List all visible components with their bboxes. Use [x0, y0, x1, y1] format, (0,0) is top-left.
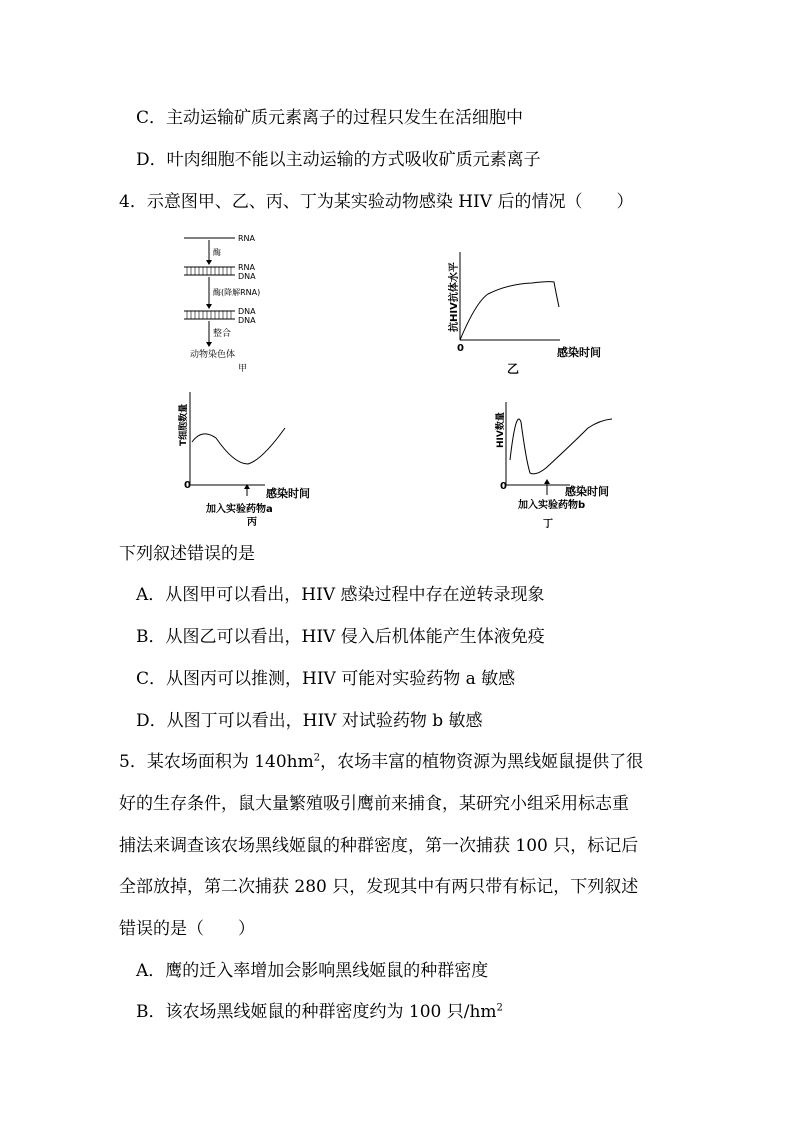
fig-ding-ylabel: HIV数量	[496, 412, 506, 448]
fig-ding-xlabel: 感染时间	[565, 485, 609, 498]
q5-option-a: A．鹰的迁入率增加会影响黑线姬鼠的种群密度	[136, 961, 489, 981]
fig-bing-curve	[192, 428, 285, 464]
fig-jia-enzyme1: 酶	[213, 248, 221, 257]
figure-bing	[170, 390, 320, 530]
q5-line-1-post: ，农场丰富的植物资源为黑线姬鼠提供了很	[320, 752, 644, 772]
q4-option-a: A．从图甲可以看出，HIV 感染过程中存在逆转录现象	[136, 585, 545, 605]
fig-bing-caption: 丙	[247, 517, 257, 528]
fig-ding-caption: 丁	[543, 519, 553, 530]
q5-line-2: 好的生存条件，鼠大量繁殖吸引鹰前来捕食，某研究小组采用标志重	[119, 794, 629, 814]
fig-yi-origin: 0	[457, 343, 464, 354]
fig-bing-drug: 加入实验药物a	[206, 504, 273, 515]
fig-bing-ylabel: T细胞数量	[179, 403, 189, 446]
fig-jia-integrate: 整合	[213, 329, 232, 339]
q5-option-b-text: B．该农场黑线姬鼠的种群密度约为 100 只/hm	[136, 1002, 497, 1022]
fig-jia-rna2: RNA	[238, 263, 256, 272]
fig-bing-xlabel: 感染时间	[266, 487, 310, 500]
q5-line-1-sup: 2	[313, 752, 321, 764]
q5-line-4: 全部放掉，第二次捕获 280 只，发现其中有两只带有标记，下列叙述	[119, 877, 639, 897]
figure-ding	[490, 400, 640, 530]
fig-ding-drug: 加入实验药物b	[518, 500, 586, 511]
fig-yi-caption: 乙	[507, 362, 520, 376]
q5-option-b-sup: 2	[496, 1002, 503, 1014]
q5-line-1	[119, 752, 643, 772]
figure-jia	[180, 230, 280, 375]
q3-option-c: C．主动运输矿质元素离子的过程只发生在活细胞中	[136, 108, 524, 128]
fig-jia-rna-top: RNA	[238, 234, 256, 243]
q5-option-b	[136, 1002, 503, 1022]
fig-jia-dna2: DNA	[238, 272, 256, 281]
fig-ding-curve	[510, 419, 612, 474]
fig-yi-ylabel: 抗HIV抗体水平	[449, 262, 460, 332]
q3-option-d: D．叶肉细胞不能以主动运输的方式吸收矿质元素离子	[136, 150, 541, 170]
q5-line-5: 错误的是（ ）	[119, 919, 255, 939]
q4-stem: 4．示意图甲、乙、丙、丁为某实验动物感染 HIV 后的情况（ ）	[119, 192, 634, 212]
fig-jia-chromosome: 动物染色体	[190, 350, 236, 360]
q4-option-d: D．从图丁可以看出，HIV 对试验药物 b 敏感	[136, 711, 483, 731]
q4-option-b: B．从图乙可以看出，HIV 侵入后机体能产生体液免疫	[136, 627, 545, 647]
fig-yi-curve	[460, 282, 559, 340]
fig-jia-caption: 甲	[238, 364, 248, 374]
fig-jia-enzyme2: 酶(降解RNA)	[213, 288, 261, 297]
q4-option-c: C．从图丙可以推测，HIV 可能对实验药物 a 敏感	[136, 669, 516, 689]
fig-ding-origin: 0	[500, 481, 507, 492]
fig-jia-dna3b: DNA	[238, 316, 256, 325]
fig-bing-origin: 0	[184, 480, 191, 491]
figure-yi	[440, 250, 620, 380]
q5-line-3: 捕法来调查该农场黑线姬鼠的种群密度，第一次捕获 100 只，标记后	[119, 836, 639, 856]
fig-yi-xlabel: 感染时间	[557, 346, 601, 359]
q5-line-1-pre: 5．某农场面积为 140hm	[119, 752, 314, 772]
q4-lead: 下列叙述错误的是	[119, 544, 255, 564]
fig-jia-dna3a: DNA	[238, 307, 256, 316]
